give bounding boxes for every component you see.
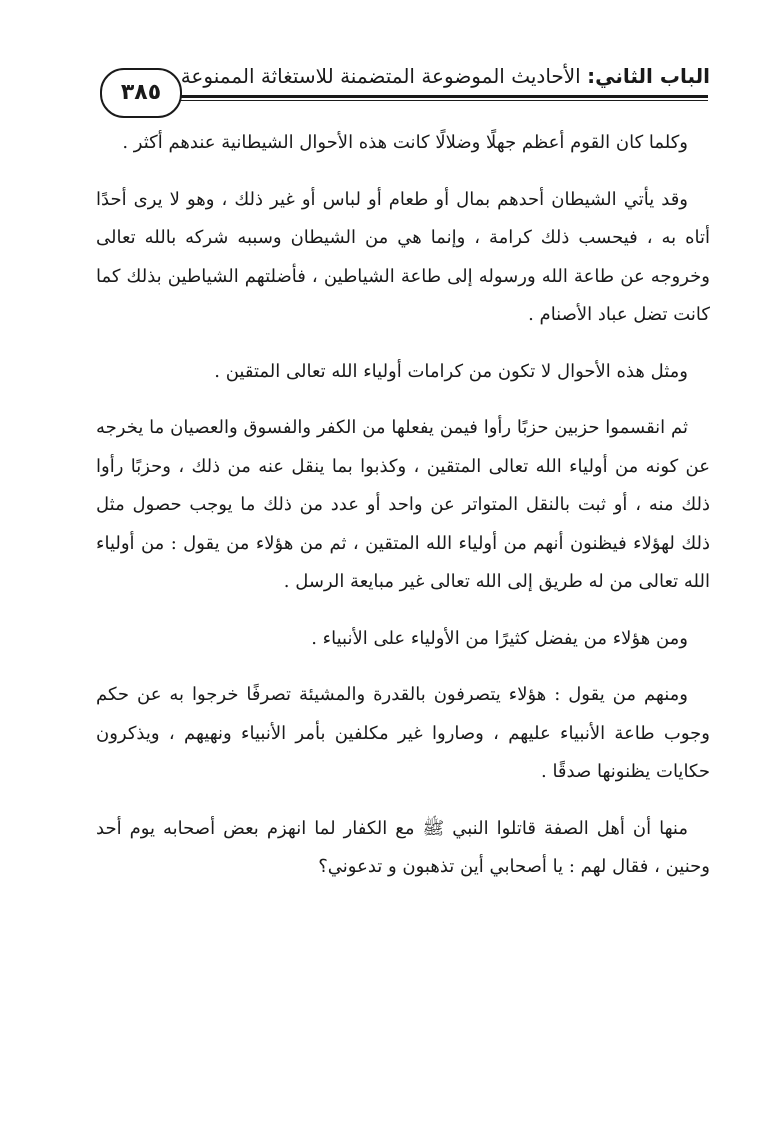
paragraph: ومثل هذه الأحوال لا تكون من كرامات أولياء الله تعالى المتقين . [214, 360, 688, 382]
paragraph: وكلما كان القوم أعظم جهلًا وضلالًا كانت هذه الأحوال الشيطانية عندهم أكثر . [122, 132, 688, 153]
paragraph: وقد يأتي الشيطان أحدهم بمال أو طعام أو لباس أو غير ذلك ، وهو لا يرى أحدًا أتاه به ، فيحسب ذلك كرامة ، وإنما هي من الشيطان وسببه شركه بالله تعالى وخروجه عن طاعة الله ورسوله إلى طاعة الشياطين ، فأضلتهم الشياطين بذلك كما كانت تضل عباد الأصنام . [96, 188, 710, 325]
paragraph: ومن هؤلاء من يفضل كثيرًا من الأولياء على الأنبياء . [311, 627, 688, 649]
header-rule-thin [160, 100, 708, 101]
paragraph: ثم انقسموا حزبين حزبًا رأوا فيمن يفعلها من الكفر والفسوق والعصيان ما يخرجه عن كونه من أولياء الله تعالى المتقين ، وكذبوا بما ينقل عنه من ذلك ، وحزبًا رأوا ذلك منه ، أو ثبت بالنقل المتواتر عن واحد أو عدد من ذلك ما يوجب حصول مثل ذلك لهؤلاء فيظنون أنهم من أولياء الله المتقين ، ثم من هؤلاء من يقول : من أولياء الله تعالى من له طريق إلى الله تعالى غير مبايعة الرسل . [96, 417, 710, 592]
running-head [180, 56, 710, 96]
page-number: ٣٨٥ [100, 68, 182, 118]
chapter-label: الباب الثاني: [587, 64, 710, 88]
paragraph: ومنهم من يقول : هؤلاء يتصرفون بالقدرة والمشيئة تصرفًا خرجوا به عن حكم وجوب طاعة الأنبياء عليهم ، وصاروا غير مكلفين بأمر الأنبياء ونهيهم ، ويذكرون حكايات يظنونها صدقًا . [96, 684, 710, 782]
body-text [96, 124, 710, 905]
header-rule-thick [160, 95, 708, 98]
paragraph: منها أن أهل الصفة قاتلوا النبي ﷺ مع الكفار لما انهزم بعض أصحابه يوم أحد وحنين ، فقال لهم : يا أصحابي أين تذهبون و تدعوني؟ [96, 817, 710, 877]
chapter-title: الأحاديث الموضوعة المتضمنة للاستغاثة الممنوعة [180, 64, 581, 88]
